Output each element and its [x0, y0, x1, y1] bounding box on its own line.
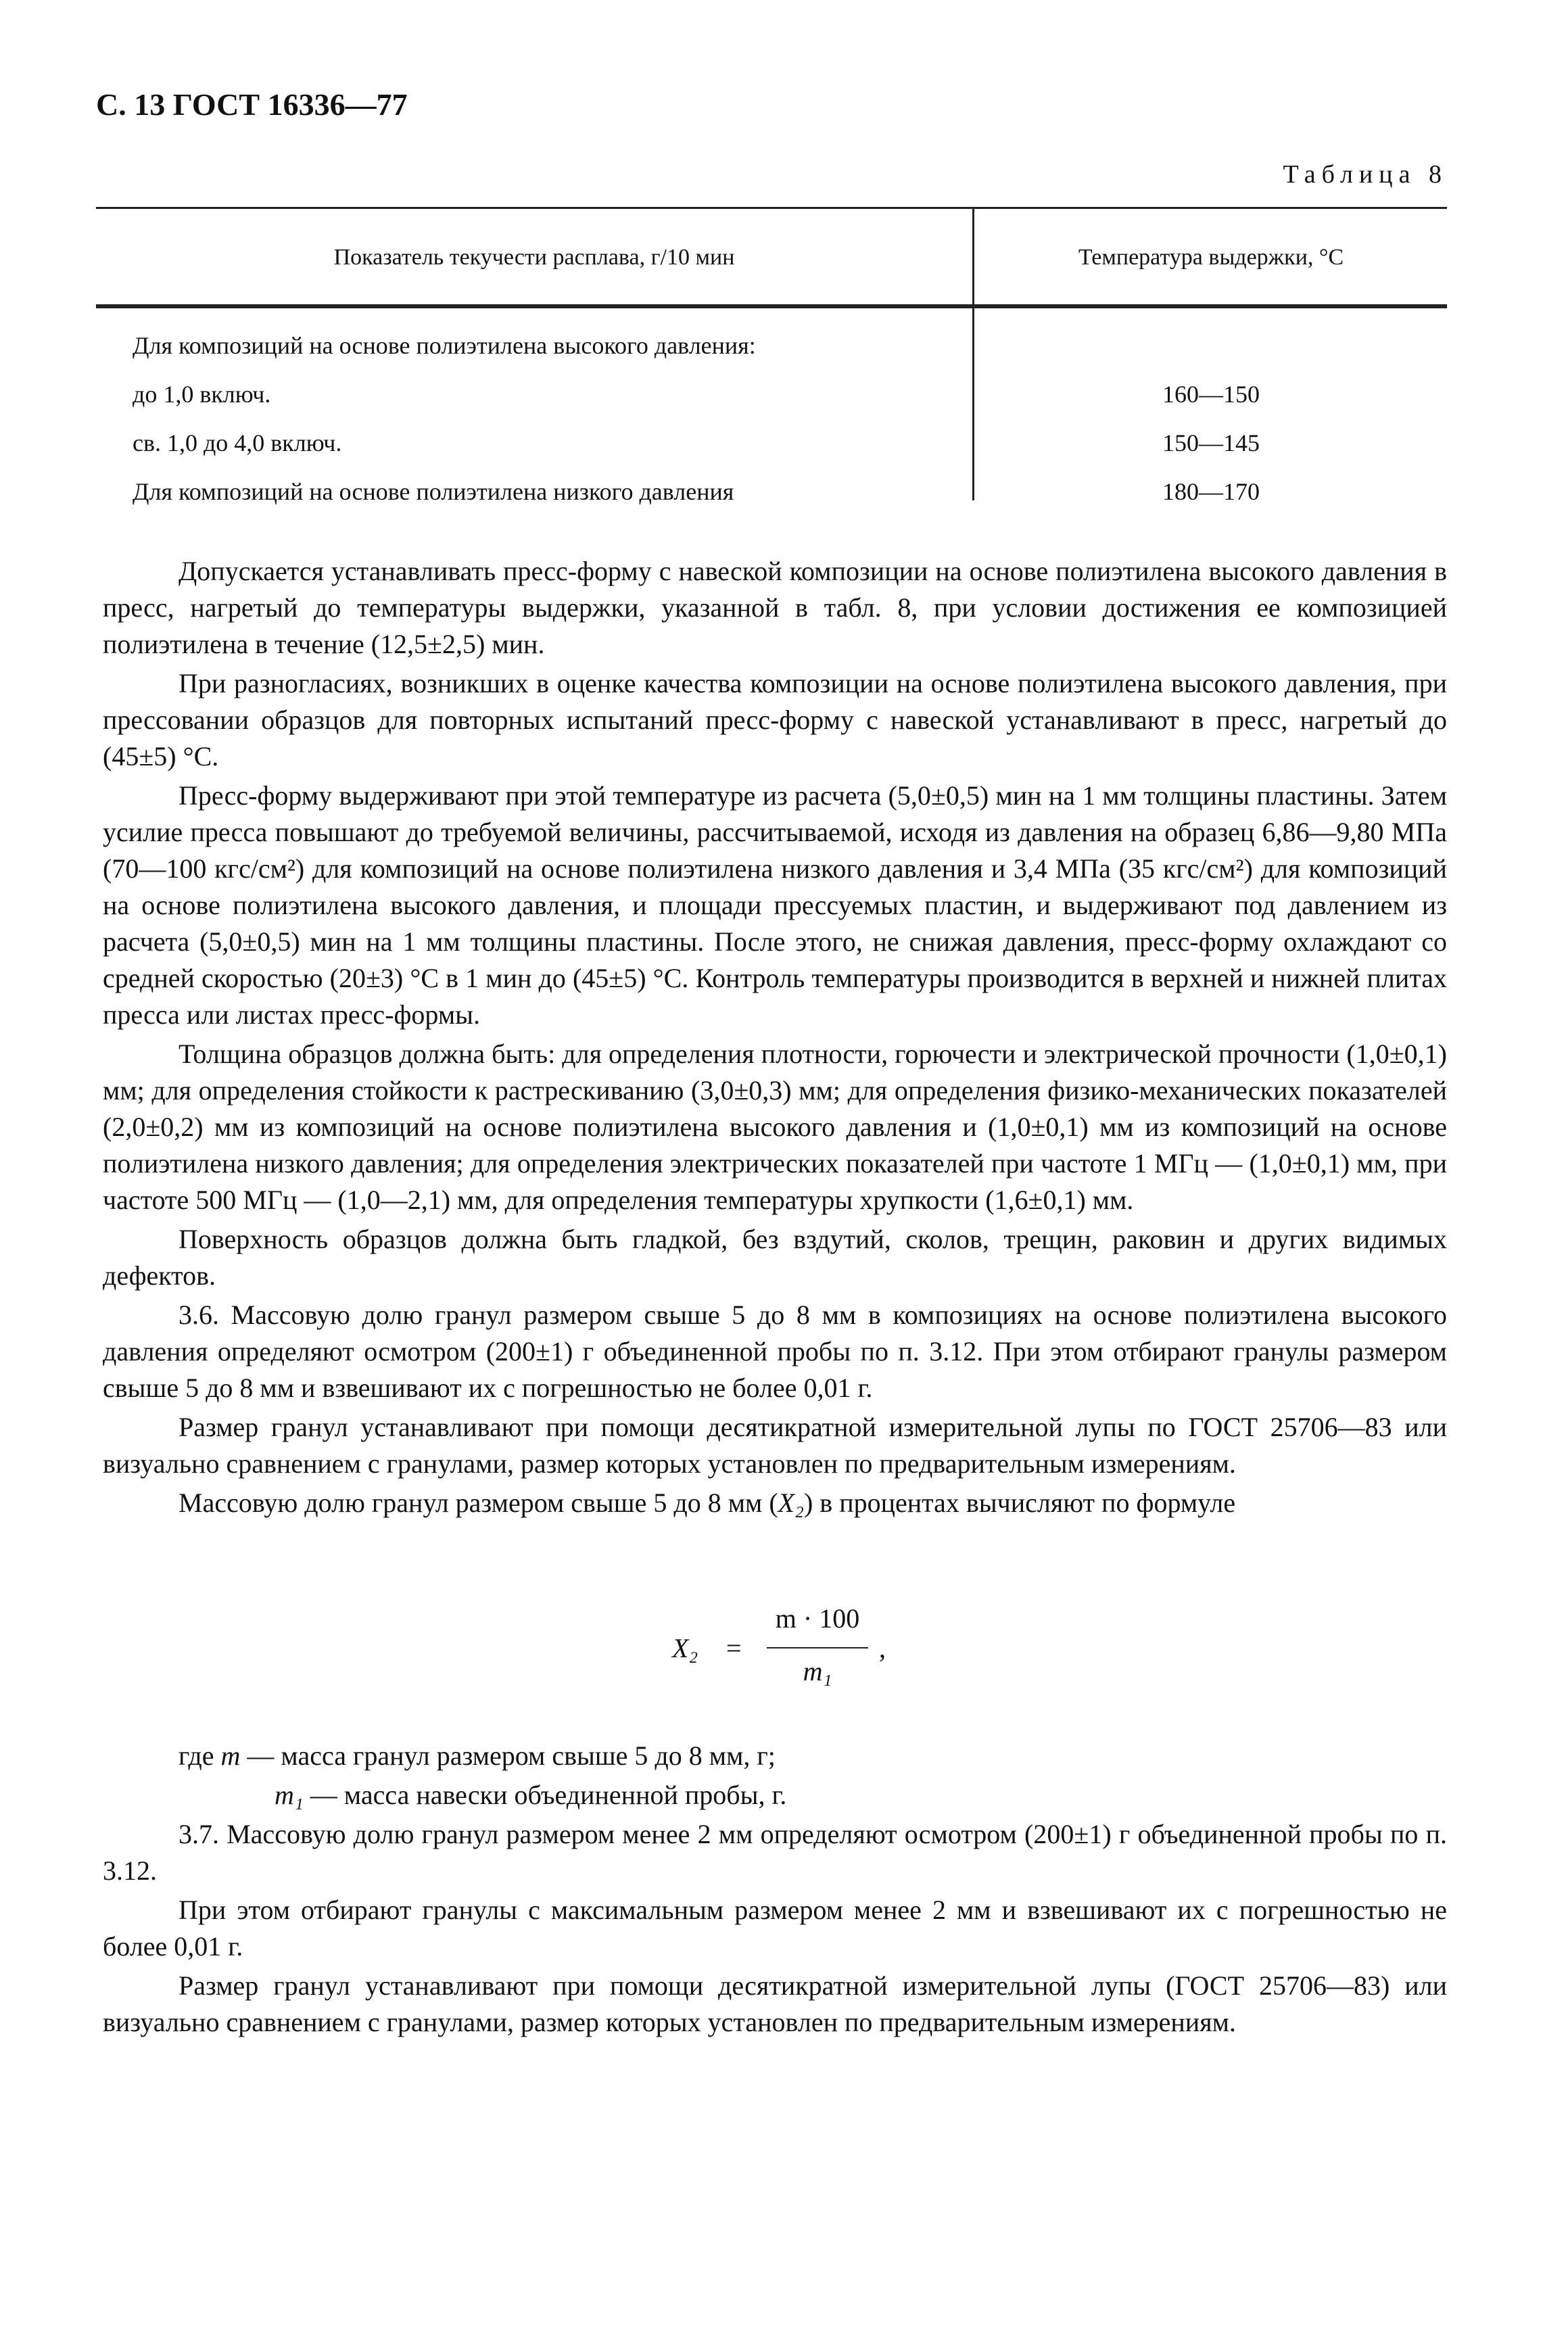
- formula-intro-text-end: ) в процентах вычисляют по формуле: [803, 1488, 1236, 1518]
- table-row: [96, 337, 1447, 408]
- formula-intro-variable: X₂: [778, 1488, 804, 1518]
- table-cell-label: Для композиций на основе полиэтилена высокого давления:: [133, 332, 756, 359]
- formula-equals: =: [726, 1633, 742, 1663]
- table-row: [96, 385, 1447, 456]
- body-text: [103, 553, 1447, 1524]
- formula-lhs: X₂: [672, 1633, 698, 1663]
- paragraph: Допускается устанавливать пресс-форму с навеской композиции на основе полиэтилена высокого давления в пресс, нагретый до температуры выдержки, указанной в табл. 8, при условии достижения ее композицией полиэтилена в течение (12,5±2,5) мин.: [103, 556, 1447, 659]
- definition-variable: m: [220, 1740, 241, 1771]
- formula-fraction-bar: [767, 1647, 868, 1648]
- paragraph-formula-intro: [103, 1485, 1447, 1521]
- paragraph: При этом отбирают гранулы с максимальным размером менее 2 мм и взвешивают их с погрешностью не более 0,01 г.: [103, 1895, 1447, 1962]
- table-cell-value: 150—145: [1162, 429, 1260, 456]
- paragraph: Пресс-форму выдерживают при этой температуре из расчета (5,0±0,5) мин на 1 мм толщины пластины. Затем усилие пресса повышают до требуемой величины, рассчитываемой, исходя из давления на образец 6,86—9,80 МПа (70—100 кгс/см²) для композиций на основе полиэтилена низкого давления и 3,4 МПа (35 кгс/см²) для композиций на основе полиэтилена высокого давления, и площади прессуемых пластин, и выдерживают под давлением из расчета (5,0±0,5) мин на 1 мм толщины пластины. После этого, не снижая давления, пресс-форму охлаждают со средней скоростью (20±3) °С в 1 мин до (45±5) °С. Контроль температуры производится в верхней и нижней плитах пресса или листах пресс-формы.: [103, 780, 1447, 1030]
- table-header-temperature: Температура выдержки, °С: [1078, 245, 1344, 270]
- formula-intro-text: Массовую долю гранул размером свыше 5 до 8 мм (: [179, 1488, 778, 1518]
- table-top-rule: [96, 207, 1447, 209]
- page-header: С. 13 ГОСТ 16336—77: [96, 87, 408, 122]
- paragraph-section-3-7: 3.7. Массовую долю гранул размером менее 2 мм определяют осмотром (200±1) г объединенной пробы по п. 3.12.: [103, 1819, 1447, 1886]
- table-row: [96, 288, 1447, 359]
- definition-m1: [275, 1777, 1447, 1813]
- table-cell-value: 160—150: [1162, 381, 1260, 408]
- formula-numerator: m · 100: [775, 1603, 860, 1634]
- formula-comma: ,: [879, 1633, 886, 1663]
- definition-m: [179, 1738, 1447, 1774]
- table-cell-label: Для композиций на основе полиэтилена низкого давления: [133, 478, 734, 505]
- table-caption: Таблица 8: [1283, 160, 1448, 189]
- definition-text: — масса гранул размером свыше 5 до 8 мм, г;: [240, 1740, 776, 1771]
- formula: [672, 1603, 970, 1711]
- table-cell-label: до 1,0 включ.: [133, 381, 271, 408]
- table-cell-value: 180—170: [1162, 478, 1260, 505]
- paragraph: Размер гранул устанавливают при помощи десятикратной измерительной лупы по ГОСТ 25706—83 или визуально сравнением с гранулами, размер которых установлен по предварительным измерениям.: [103, 1412, 1447, 1479]
- table-cell-label: св. 1,0 до 4,0 включ.: [133, 429, 342, 456]
- paragraph: Толщина образцов должна быть: для определения плотности, горючести и электрической прочности (1,0±0,1) мм; для определения стойкости к растрескиванию (3,0±0,3) мм; для определения физико-механических показателей (2,0±0,2) мм из композиций на основе полиэтилена высокого давления и (1,0±0,1) мм из композиций на основе полиэтилена низкого давления; для определения электрических показателей при частоте 1 МГц — (1,0±0,1) мм, при частоте 500 МГц — (1,0—2,1) мм, для определения температуры хрупкости (1,6±0,1) мм.: [103, 1039, 1447, 1215]
- lower-text: [103, 1738, 1447, 2043]
- data-table: [96, 203, 1447, 505]
- paragraph: Поверхность образцов должна быть гладкой, без вздутий, сколов, трещин, раковин и других видимых дефектов.: [103, 1224, 1447, 1291]
- definition-variable: m₁: [275, 1780, 304, 1810]
- definition-text: — масса навески объединенной пробы, г.: [303, 1780, 787, 1810]
- definition-prefix: где: [179, 1740, 221, 1771]
- formula-denominator: m₁: [803, 1656, 832, 1686]
- table-header-melt-index: Показатель текучести расплава, г/10 мин: [333, 245, 735, 270]
- table-row: [96, 434, 1447, 505]
- paragraph: Размер гранул устанавливают при помощи десятикратной измерительной лупы (ГОСТ 25706—83) или визуально сравнением с гранулами, размер которых установлен по предварительным измерениям.: [103, 1970, 1447, 2037]
- paragraph: При разногласиях, возникших в оценке качества композиции на основе полиэтилена высокого давления, при прессовании образцов для повторных испытаний пресс-форму с навеской устанавливают в пресс, нагретый до (45±5) °С.: [103, 668, 1447, 772]
- paragraph-section-3-6: 3.6. Массовую долю гранул размером свыше 5 до 8 мм в композициях на основе полиэтилена высокого давления определяют осмотром (200±1) г объединенной пробы по п. 3.12. При этом отбирают гранулы размером свыше 5 до 8 мм и взвешивают их с погрешностью не более 0,01 г.: [103, 1300, 1447, 1403]
